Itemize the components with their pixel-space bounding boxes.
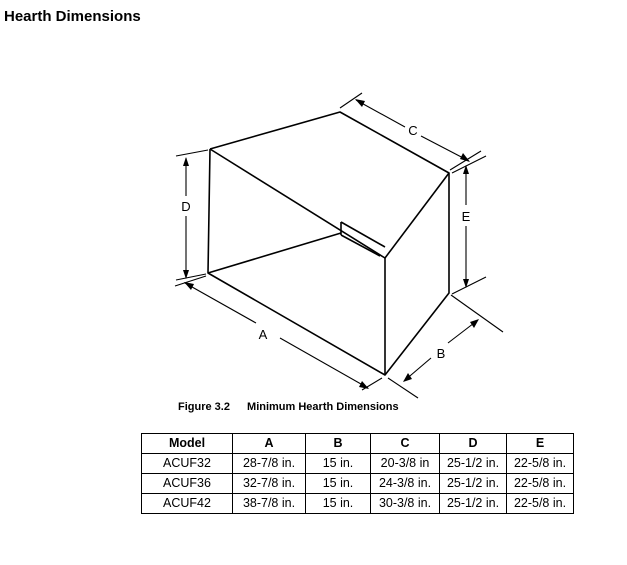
- cell-c: 24-3/8 in.: [371, 474, 440, 494]
- table-row: [142, 454, 574, 474]
- dim-c-label: C: [408, 123, 418, 138]
- cell-e: 22-5/8 in.: [507, 454, 574, 474]
- cell-a: 32-7/8 in.: [233, 474, 306, 494]
- table-row: [142, 474, 574, 494]
- header-b: B: [306, 434, 371, 454]
- hearth-outline: [208, 112, 449, 375]
- cell-b: 15 in.: [306, 474, 371, 494]
- dim-d-label: D: [181, 199, 191, 214]
- dim-e-label: E: [461, 209, 471, 224]
- dim-b-tick-top: [451, 295, 503, 332]
- dim-c-arrow-left: [355, 99, 365, 107]
- table-row: [142, 494, 574, 514]
- header-c: C: [371, 434, 440, 454]
- cell-e: 22-5/8 in.: [507, 494, 574, 514]
- figure-caption-text: Minimum Hearth Dimensions: [247, 401, 399, 413]
- cell-d: 25-1/2 in.: [440, 494, 507, 514]
- header-a: A: [233, 434, 306, 454]
- table-header-row: [142, 434, 574, 454]
- dim-a-label: A: [258, 327, 268, 342]
- dim-a-line-1: [185, 283, 256, 323]
- cell-b: 15 in.: [306, 454, 371, 474]
- dim-d-tick-top: [176, 150, 208, 156]
- cell-model: ACUF36: [142, 474, 233, 494]
- hearth-front-edge: [210, 149, 385, 258]
- dim-b-tick-bottom: [388, 378, 418, 398]
- hearth-diagonal: [385, 173, 449, 258]
- dim-a-tick-right: [362, 378, 382, 390]
- hearth-inner-floor: [208, 233, 341, 273]
- dim-a-arrow-left: [184, 282, 194, 290]
- dim-a-line-2: [280, 338, 368, 388]
- header-d: D: [440, 434, 507, 454]
- dim-a-arrow-right: [359, 381, 369, 389]
- figure-number: Figure 3.2: [178, 401, 230, 413]
- page-title: Hearth Dimensions: [4, 8, 141, 25]
- cell-d: 25-1/2 in.: [440, 454, 507, 474]
- figure-caption: [178, 401, 399, 413]
- cell-model: ACUF42: [142, 494, 233, 514]
- cell-c: 30-3/8 in.: [371, 494, 440, 514]
- cell-a: 28-7/8 in.: [233, 454, 306, 474]
- cell-model: ACUF32: [142, 454, 233, 474]
- cell-e: 22-5/8 in.: [507, 474, 574, 494]
- dimensions-table: [141, 433, 574, 514]
- dim-b-arrow-top: [470, 319, 479, 328]
- dim-b-label: B: [436, 346, 446, 361]
- cell-c: 20-3/8 in: [371, 454, 440, 474]
- dim-e-tick-bottom: [452, 277, 486, 294]
- cell-b: 15 in.: [306, 494, 371, 514]
- dim-b-arrow-bottom: [403, 373, 412, 382]
- cell-d: 25-1/2 in.: [440, 474, 507, 494]
- header-e: E: [507, 434, 574, 454]
- dim-d-arrow-top: [183, 157, 189, 166]
- hearth-inner-bottom: [341, 235, 380, 256]
- header-model: Model: [142, 434, 233, 454]
- cell-a: 38-7/8 in.: [233, 494, 306, 514]
- dim-e-arrow-bottom: [463, 279, 469, 288]
- dim-e-arrow-top: [463, 165, 469, 174]
